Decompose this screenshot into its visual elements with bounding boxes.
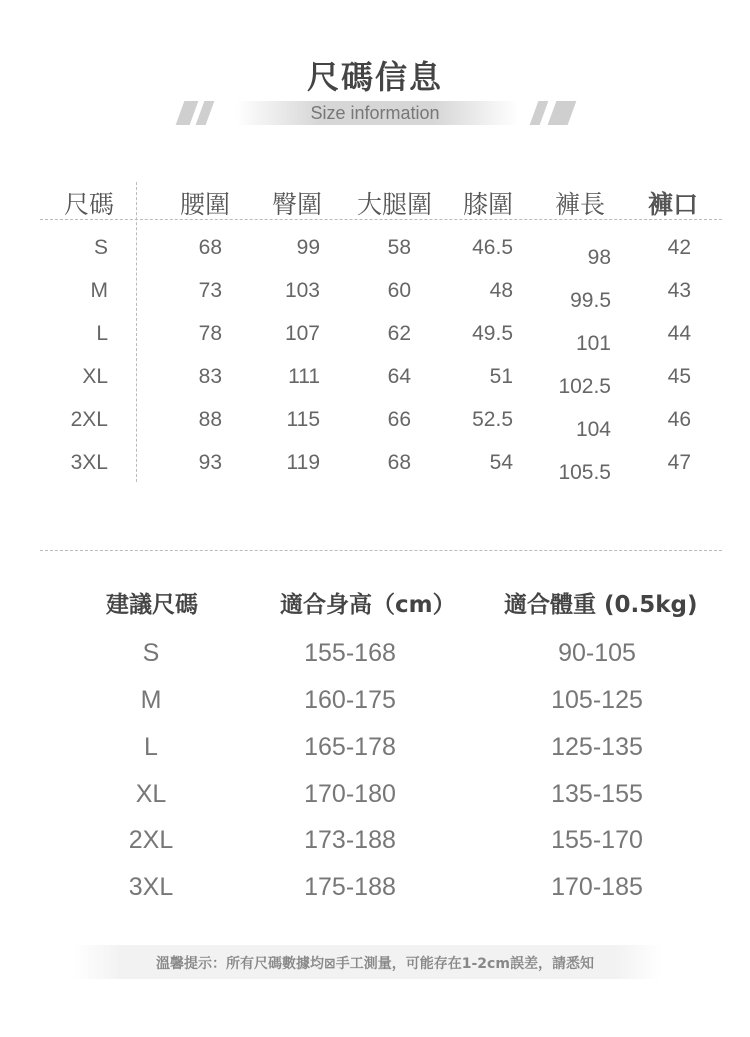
cell-waist: 68 — [198, 236, 222, 259]
cell-length: 98 — [587, 246, 611, 269]
cell-hip: 103 — [284, 279, 320, 302]
cell-length: 104 — [575, 418, 611, 441]
cell-hip: 107 — [284, 322, 320, 345]
page-subtitle: Size information — [310, 103, 440, 123]
page-title: 尺碼信息 — [306, 58, 443, 96]
cell-knee: 48 — [489, 279, 513, 302]
cell-rec-height: 155-168 — [304, 639, 396, 667]
cell-rec-weight: 125-135 — [551, 733, 643, 761]
cell-waist: 73 — [198, 279, 222, 302]
cell-rec-height: 165-178 — [304, 733, 396, 761]
cell-waist: 93 — [198, 451, 222, 474]
table-header-divider — [40, 219, 722, 220]
header-thigh: 大腿圍 — [357, 190, 433, 219]
cell-rec-weight: 155-170 — [551, 826, 643, 854]
cell-leg-opening: 44 — [667, 322, 691, 345]
header-leg-opening: 褲口 — [648, 190, 699, 219]
cell-knee: 51 — [489, 365, 513, 388]
header-height: 適合身高（cm） — [280, 592, 456, 618]
cell-length: 101 — [575, 332, 611, 355]
cell-rec-weight: 170-185 — [551, 873, 643, 901]
cell-hip: 119 — [286, 451, 320, 474]
cell-rec-size: XL — [135, 780, 167, 808]
cell-leg-opening: 47 — [667, 451, 691, 474]
cell-knee: 46.5 — [472, 236, 513, 259]
cell-rec-size: L — [144, 733, 158, 761]
cell-length: 102.5 — [558, 375, 611, 398]
cell-leg-opening: 45 — [667, 365, 691, 388]
cell-size: L — [96, 322, 108, 345]
table-column-divider — [136, 182, 137, 482]
cell-size: XL — [82, 365, 108, 388]
cell-length: 99.5 — [570, 289, 611, 312]
cell-knee: 49.5 — [472, 322, 513, 345]
cell-thigh: 68 — [387, 451, 411, 474]
cell-waist: 88 — [198, 408, 222, 431]
cell-thigh: 58 — [387, 236, 411, 259]
measurement-note: 溫馨提示：所有尺碼數據均⊠手工測量，可能存在1-2cm誤差，請悉知 — [156, 956, 594, 972]
header-recommended-size: 建議尺碼 — [106, 592, 198, 618]
cell-thigh: 62 — [387, 322, 411, 345]
cell-rec-height: 173-188 — [304, 826, 396, 854]
cell-rec-height: 160-175 — [304, 686, 396, 714]
cell-rec-size: 2XL — [128, 826, 174, 854]
cell-size: 3XL — [70, 451, 108, 474]
cell-rec-weight: 90-105 — [558, 639, 636, 667]
cell-rec-size: 3XL — [128, 873, 174, 901]
cell-size: 2XL — [70, 408, 108, 431]
cell-thigh: 64 — [387, 365, 411, 388]
cell-size: M — [90, 279, 108, 302]
cell-knee: 52.5 — [472, 408, 513, 431]
cell-waist: 83 — [198, 365, 222, 388]
cell-leg-opening: 42 — [667, 236, 691, 259]
header-hip: 臀圍 — [272, 190, 323, 219]
cell-thigh: 66 — [387, 408, 411, 431]
cell-hip: 99 — [296, 236, 320, 259]
header-weight: 適合體重 (0.5kg) — [504, 592, 698, 618]
cell-rec-height: 170-180 — [304, 780, 396, 808]
header-size: 尺碼 — [64, 190, 115, 219]
cell-hip: 115 — [286, 408, 320, 431]
section-divider — [40, 550, 722, 551]
header-length: 褲長 — [555, 190, 606, 219]
cell-leg-opening: 43 — [667, 279, 691, 302]
cell-waist: 78 — [198, 322, 222, 345]
header-knee: 膝圍 — [463, 190, 514, 219]
cell-rec-size: M — [140, 686, 162, 714]
header-waist: 腰圍 — [180, 190, 231, 219]
cell-length: 105.5 — [558, 461, 611, 484]
cell-size: S — [93, 236, 108, 259]
cell-rec-weight: 135-155 — [551, 780, 643, 808]
cell-thigh: 60 — [387, 279, 411, 302]
cell-rec-size: S — [142, 639, 160, 667]
cell-rec-height: 175-188 — [304, 873, 396, 901]
cell-hip: 111 — [288, 365, 320, 388]
cell-rec-weight: 105-125 — [551, 686, 643, 714]
cell-leg-opening: 46 — [667, 408, 691, 431]
cell-knee: 54 — [489, 451, 513, 474]
